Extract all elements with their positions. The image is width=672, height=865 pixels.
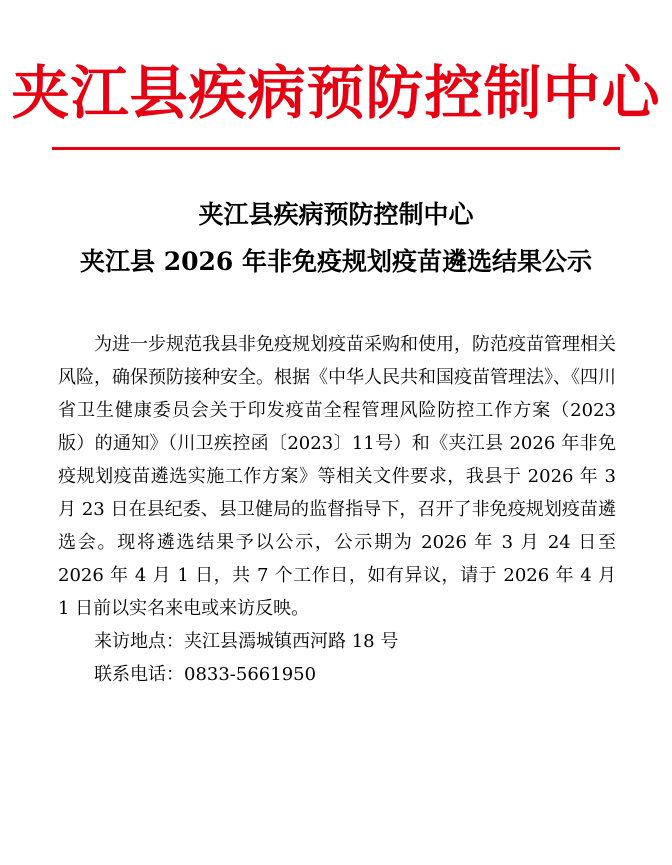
notice-body — [58, 328, 616, 691]
contact-phone: 联系电话：0833-5661950 — [94, 664, 317, 685]
notice-title-line2: 夹江县 2026 年非免疫规划疫苗遴选结果公示 — [80, 247, 592, 276]
notice-paragraph: 为进一步规范我县非免疫规划疫苗采购和使用，防范疫苗管理相关风险，确保预防接种安全。根据《中华人民共和国疫苗管理法》、《四川省卫生健康委员会关于印发疫苗全程管理风险防控工作方案（2023版）的通知》（川卫疾控函〔2023〕11号）和《夹江县 2026 年非免疫规划疫苗遴选实施工作方案》等相关文件要求，我县于 2026 年 3 月 23 日在县纪委、县卫健局的监督指导下，召开了非免疫规划疫苗遴选会。现将遴选结果予以公示，公示期为 2026 年 3 月 24 日至 2026 年 4 月 1 日，共 7 个工作日，如有异议，请于 2026 年 4 月 1 日前以实名来电或来访反映。 — [58, 334, 616, 619]
visit-address: 来访地点：夹江县漹城镇西河路 18 号 — [94, 631, 399, 652]
org-masthead: 夹江县疾病预防控制中心 — [11, 59, 661, 127]
notice-title-line1: 夹江县疾病预防控制中心 — [198, 200, 474, 229]
masthead-red-rule — [52, 147, 620, 150]
